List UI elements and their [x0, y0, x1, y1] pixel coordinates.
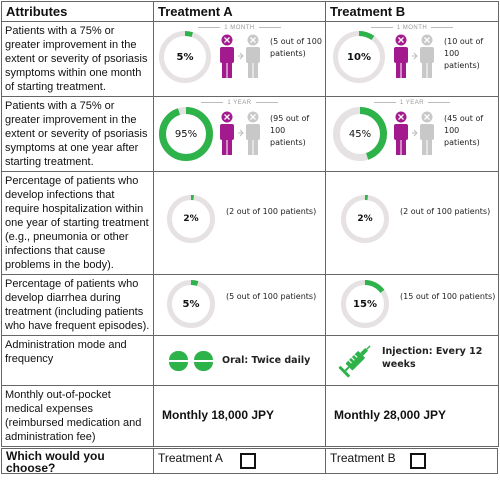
improved-person-icon: [220, 112, 234, 156]
person-icons: [392, 34, 440, 85]
treatment-b-cell: [326, 97, 499, 172]
attribute-label: Patients with a 75% or greater improvement in the extent or severity of psoriasis symptoms at one year after starting treatment.: [2, 97, 154, 172]
patient-count: (2 out of 100 patients): [226, 207, 317, 216]
arrow-icon: [412, 53, 417, 59]
choice-question: Which would you choose?: [2, 449, 154, 473]
choice-option-b[interactable]: [326, 449, 499, 473]
arrow-icon: [412, 130, 417, 136]
patient-count: (5 out of 100 patients): [270, 37, 322, 58]
administration-mode: Oral: Twice daily: [222, 355, 311, 366]
percent-label: 5%: [176, 51, 194, 63]
not-improved-person-icon: [246, 112, 260, 156]
option-a-checkbox[interactable]: [240, 453, 256, 469]
patient-count: (95 out of 100 patients): [270, 114, 310, 147]
percent-label: 5%: [182, 298, 200, 310]
arrow-icon: [238, 53, 243, 59]
percent-label: 2%: [357, 214, 373, 224]
person-icons: [392, 111, 440, 162]
treatment-a-cell: [154, 97, 326, 172]
progress-ring: [340, 279, 390, 329]
progress-ring: [340, 194, 390, 244]
improved-person-icon: [394, 35, 408, 79]
option-b-label: Treatment B: [330, 451, 396, 465]
percent-label: 45%: [348, 128, 372, 140]
header-treatment-b: Treatment B: [326, 2, 499, 22]
attribute-label: Percentage of patients who develop infections that require hospitalization within one year of starting treatment (e.g., pneumonia or other infections that cause problems in the body).: [2, 172, 154, 275]
person-icons: [218, 111, 266, 162]
administration-mode: Injection: Every 12 weeks: [382, 346, 483, 370]
person-icons: [218, 34, 266, 85]
patient-count: (5 out of 100 patients): [226, 292, 317, 301]
period-tag: 1 MONTH: [154, 25, 325, 31]
percent-label: 95%: [174, 128, 198, 140]
treatment-b-cell: [326, 336, 499, 386]
not-improved-person-icon: [246, 35, 260, 79]
progress-ring: [166, 279, 216, 329]
percent-label: 10%: [347, 51, 371, 63]
choice-option-a[interactable]: [154, 449, 326, 473]
row-improvement-1-month: [2, 22, 499, 97]
progress-ring: [166, 194, 216, 244]
treatment-b-cell: [326, 172, 499, 275]
header-treatment-a: Treatment A: [154, 2, 326, 22]
progress-ring: [158, 106, 214, 162]
patient-count: (15 out of 100 patients): [400, 292, 496, 301]
treatment-a-cell: [154, 172, 326, 275]
not-improved-person-icon: [420, 112, 434, 156]
syringe-icon: [336, 340, 376, 380]
attribute-label: Administration mode and frequency: [2, 336, 154, 386]
comparison-table: [1, 1, 499, 447]
percent-label: 15%: [353, 298, 377, 310]
treatment-b-cell: [326, 275, 499, 336]
option-b-checkbox[interactable]: [410, 453, 426, 469]
patient-count: (10 out of 100 patients): [444, 37, 484, 70]
row-improvement-1-year: [2, 97, 499, 172]
treatment-a-cell: [154, 275, 326, 336]
attribute-label: Monthly out-of-pocket medical expenses (reimbursed medication and administration fee): [2, 386, 154, 447]
monthly-cost: Monthly 28,000 JPY: [334, 408, 447, 422]
period-tag: 1 MONTH: [326, 25, 498, 31]
progress-ring: [332, 106, 388, 162]
not-improved-person-icon: [420, 35, 434, 79]
row-cost: [2, 386, 499, 447]
improved-person-icon: [220, 35, 234, 79]
improved-person-icon: [394, 112, 408, 156]
period-tag: 1 YEAR: [154, 100, 325, 106]
patient-count: (2 out of 100 patients): [400, 207, 491, 216]
header-attributes: Attributes: [2, 2, 154, 22]
treatment-a-cell: [154, 336, 326, 386]
arrow-icon: [238, 130, 243, 136]
choice-row: [1, 448, 498, 474]
row-diarrhea: [2, 275, 499, 336]
option-a-label: Treatment A: [158, 451, 223, 465]
row-administration: [2, 336, 499, 386]
pill-icon: [168, 350, 214, 372]
progress-ring: [332, 30, 386, 84]
treatment-a-cell: [154, 22, 326, 97]
row-infections: [2, 172, 499, 275]
percent-label: 2%: [183, 214, 199, 224]
patient-count: (45 out of 100 patients): [444, 114, 484, 147]
treatment-a-cell: [154, 386, 326, 447]
treatment-b-cell: [326, 22, 499, 97]
monthly-cost: Monthly 18,000 JPY: [162, 408, 275, 422]
attribute-label: Patients with a 75% or greater improvement in the extent or severity of psoriasis symptoms within one month of starting treatment.: [2, 22, 154, 97]
progress-ring: [158, 30, 212, 84]
treatment-b-cell: [326, 386, 499, 447]
header-row: [2, 2, 499, 22]
attribute-label: Percentage of patients who develop diarrhea during treatment (including patients who have frequent episodes).: [2, 275, 154, 336]
period-tag: 1 YEAR: [326, 100, 498, 106]
